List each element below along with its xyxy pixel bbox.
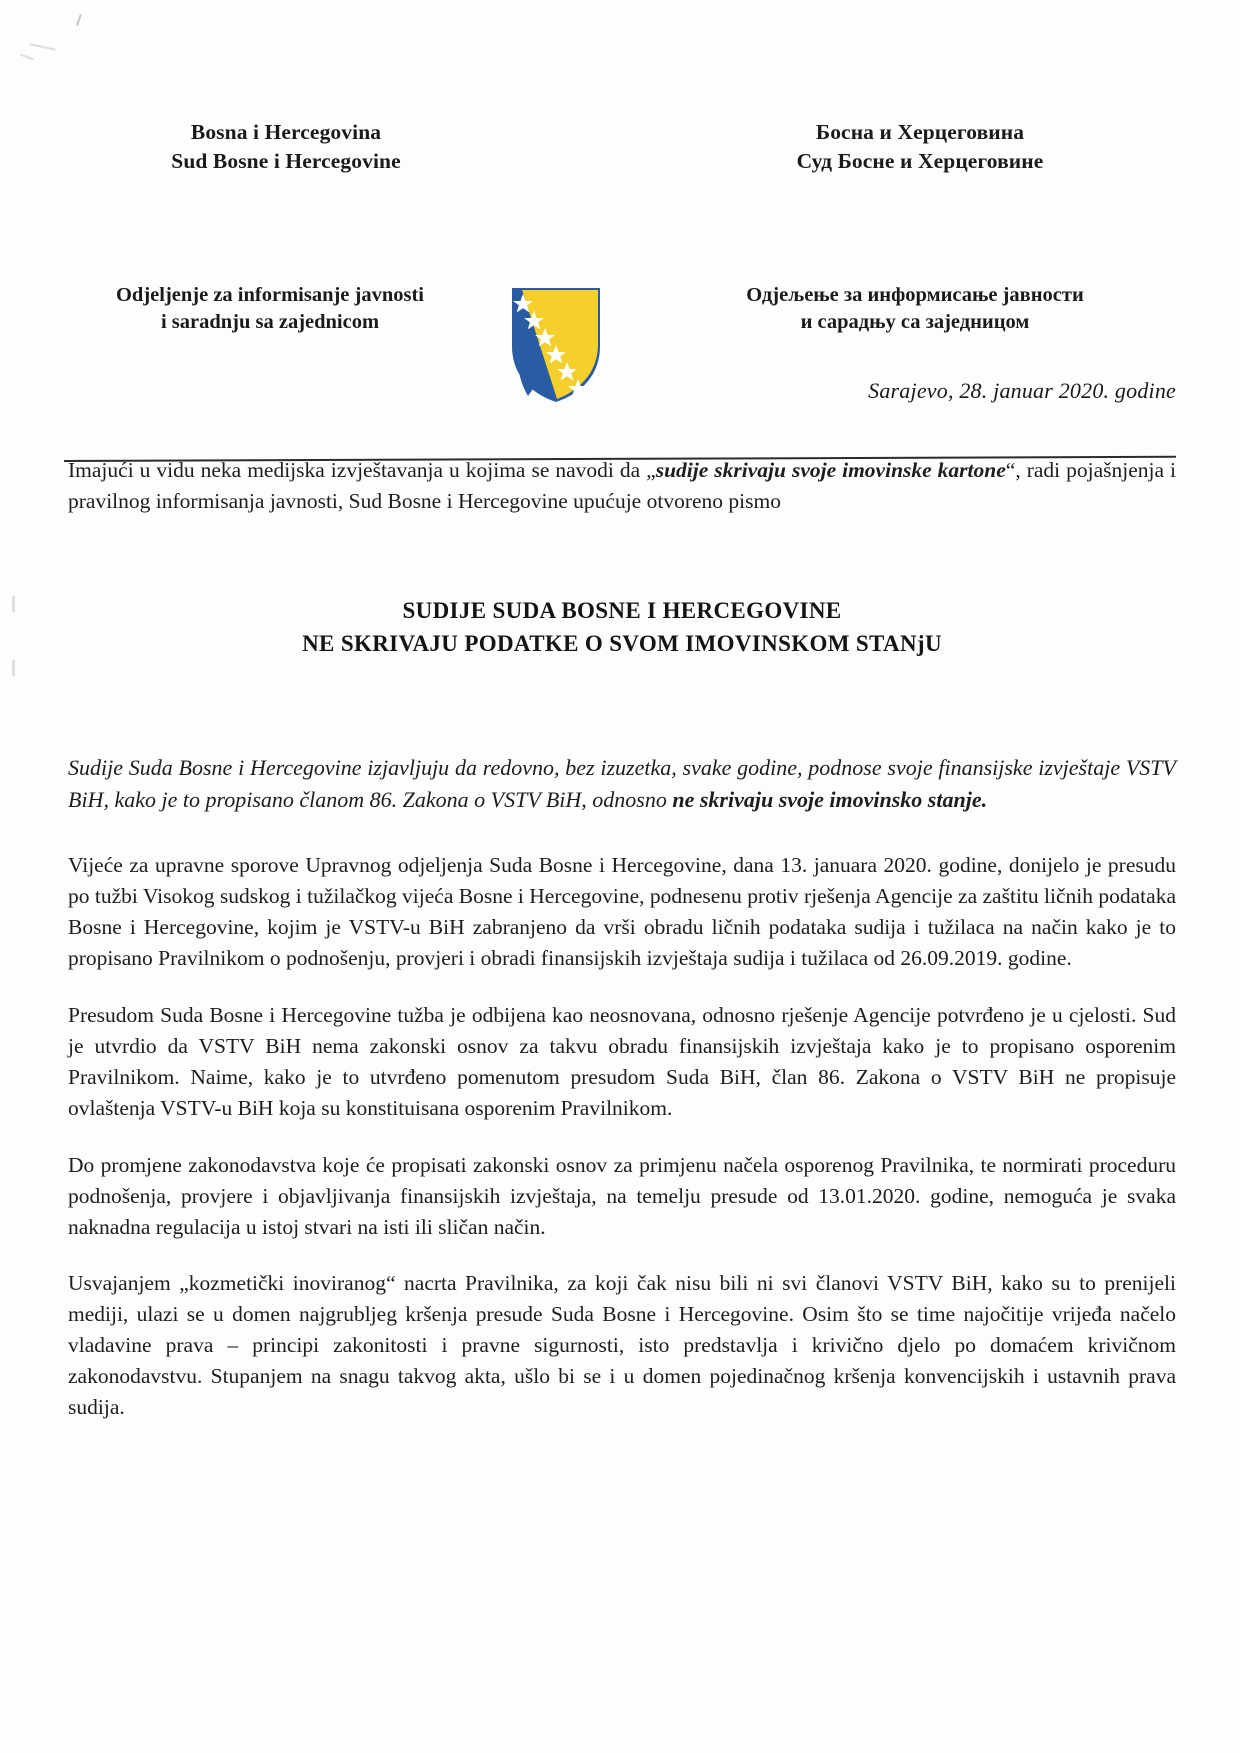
intro-after-quote: , radi pojašnjenja i pravilnog informisanja javnosti, Sud Bosne i Hercegovine upućuje otvoreno pismo (68, 458, 1176, 513)
page-title-line-2: NE SKRIVAJU PODATKE O SVOM IMOVINSKOM STANjU (302, 630, 942, 656)
organization-court-cyrillic: Суд Босне и Херцеговине (796, 148, 1044, 173)
coat-of-arms-icon (508, 284, 604, 404)
organization-name-latin (76, 118, 496, 175)
organization-court-latin: Sud Bosne i Hercegovine (171, 148, 401, 173)
date-line: Sarajevo, 28. januar 2020. godine (868, 378, 1176, 403)
letterhead (0, 118, 1240, 348)
organization-country-cyrillic: Босна и Херцеговина (815, 120, 1025, 144)
body-paragraph: Presudom Suda Bosne i Hercegovine tužba je odbijena kao neosnovana, odnosno rješenje Agencije potvrđeno je u cjelosti. Sud je utvrdio da VSTV BiH nema zakonski osnov za takvu obradu finansijskih izvještaja kako je to propisano osporenim Pravilnikom. Naime, kako je to utvrđeno pomenutom presudom Suda BiH, član 86. Zakona o VSTV BiH ne propisuje ovlaštenja VSTV-u BiH koja su konstituisana osporenim Pravilnikom. (68, 1002, 1176, 1120)
page-title (68, 595, 1176, 660)
body-paragraph: Vijeće za upravne sporove Upravnog odjeljenja Suda Bosne i Hercegovine, dana 13. januara 2020. godine, donijelo je presudu po tužbi Visokog sudskog i tužilačkog vijeća Bosne i Hercegovine, podnesenu protiv rješenja Agencije za zaštitu ličnih podataka Bosne i Hercegovine, kojim je VSTV-u BiH zabranjeno da vrši obradu ličnih podataka sudija i tužilaca na način kako je to propisano Pravilnikom o podnošenju, provjeri i obradi finansijskih izvještaja sudija i tužilaca od 26.09.2019. godine. (68, 853, 1176, 970)
organization-country-latin: Bosna i Hercegovina (190, 120, 382, 144)
page-title-line-1: SUDIJE SUDA BOSNE I HERCEGOVINE (402, 597, 842, 623)
body-paragraph: Do promjene zakonodavstva koje će propisati zakonski osnov za primjenu načela osporenog Pravilnika, te normirati proceduru podnošenja, provjere i objavljivanja finansijskih izvještaja, na temelju presude od 13.01.2020. godine, nemoguća je svaka naknadna regulacija u istoj stvari na isti ili sličan način. (68, 1152, 1176, 1239)
lead-emphasis: ne skrivaju svoje imovinsko stanje. (672, 787, 988, 813)
scan-artifact (20, 54, 34, 61)
department-line-2-latin: i saradnju sa zajednicom (160, 311, 380, 334)
intro-before-quote: Imajući u vidu neka medijska izvještavanja u kojima se navodi da (68, 458, 647, 482)
organization-name-cyrillic (700, 118, 1140, 175)
document-body (68, 455, 1176, 1423)
scan-artifact (12, 660, 15, 676)
body-paragraph: Usvajanjem „kozmetički inoviranog“ nacrta Pravilnika, za koji čak nisu bili ni svi članovi VSTV BiH, kako su to prenijeli mediji, ulazi se u domen najgrubljeg kršenja presude Suda Bosne i Hercegovine. Osim što se time najočitije vrijeđa načelo vladavine prava – principi zakonitosti i pravne sigurnosti, isto predstavlja i krivično djelo po domaćem krivičnom zakonodavstvu. Stupanjem na snagu takvog akta, ušlo bi se i u domen pojedinačnog kršenja konvencijskih i ustavnih prava sudija. (68, 1271, 1176, 1420)
quote-open: „ (646, 458, 656, 482)
department-line-1-latin: Odjeljenje za informisanje javnosti (115, 284, 425, 306)
quote-close: “ (1005, 458, 1016, 482)
intro-quote: sudije skrivaju svoje imovinske kartone (655, 458, 1006, 482)
department-line-1-cyrillic: Одјељење за информисање јавности (746, 284, 1084, 306)
scan-artifact (30, 43, 56, 50)
department-line-2-cyrillic: и сарадњу са заједницом (800, 311, 1030, 334)
department-name-cyrillic (690, 282, 1140, 336)
scan-artifact (76, 14, 82, 26)
department-name-latin (60, 282, 480, 336)
intro-paragraph (68, 455, 1176, 517)
lead-statement (68, 752, 1176, 816)
lead-text: Sudije Suda Bosne i Hercegovine izjavljuju da redovno, bez izuzetka, svake godine, podnose svoje finansijske izvještaje VSTV BiH, kako je to propisano članom 86. Zakona o VSTV BiH, odnosno (68, 755, 1176, 813)
scan-artifact (12, 596, 15, 612)
